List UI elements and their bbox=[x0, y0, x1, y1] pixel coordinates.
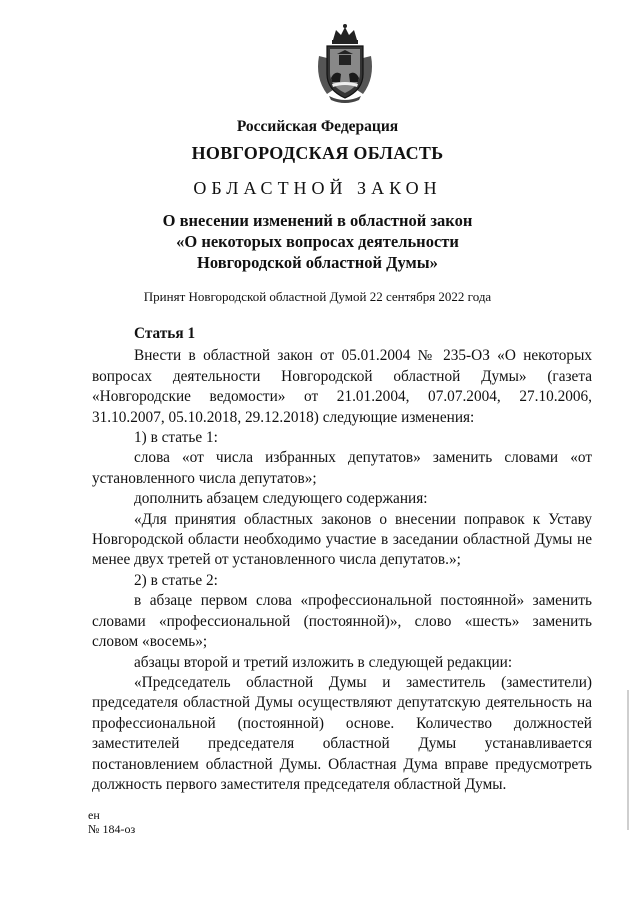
law-title-line: Новгородской областной Думы» bbox=[197, 253, 438, 272]
article-heading: Статья 1 bbox=[134, 325, 196, 342]
country-name: Российская Федерация bbox=[236, 118, 399, 135]
law-title bbox=[0, 210, 635, 273]
article-paragraph: слова «от числа избранных депутатов» заменить словами «от установленного числа депутатов»; bbox=[92, 449, 592, 487]
executor-initials: ен bbox=[88, 808, 100, 822]
adoption-note: Принят Новгородской областной Думой 22 сентября 2022 года bbox=[143, 289, 492, 304]
article-body bbox=[92, 324, 592, 795]
law-type: ОБЛАСТНОЙ ЗАКОН bbox=[193, 178, 442, 198]
law-title-line: «О некоторых вопросах деятельности bbox=[176, 232, 459, 251]
article-paragraph: в абзаце первом слова «профессиональной постоянной» заменить словами «профессиональной (постоянной)», слово «шесть» заменить словом «восемь»; bbox=[92, 592, 592, 651]
article-paragraph: 2) в статье 2: bbox=[134, 571, 218, 589]
article-paragraph: «Председатель областной Думы и заместитель (заместители) председателя областной Думы осуществляют депутатскую деятельность на профессиональной (постоянной) основе. Количество должностей заместителей председателя областной Думы устанавливается постановлением областной Думы. Областная Дума вправе предусмотреть должность первого заместителя председателя областной Думы. bbox=[92, 673, 592, 793]
region-name: НОВГОРОДСКАЯ ОБЛАСТЬ bbox=[191, 143, 444, 163]
law-number: № 184-оз bbox=[88, 822, 136, 836]
coat-of-arms-emblem bbox=[313, 22, 377, 104]
scan-edge-mark bbox=[627, 690, 629, 830]
article-paragraph: Внести в областной закон от 05.01.2004 № 235-ОЗ «О некоторых вопросах деятельности Новгородской областной Думы» (газета «Новгородские ведомости» от 21.01.2004, 07.07.2004, 27.10.2006, 31.10.2007, 05.10.2018, 29.12.2018) следующие изменения: bbox=[92, 347, 592, 426]
article-paragraph: дополнить абзацем следующего содержания: bbox=[134, 490, 428, 508]
article-paragraph: абзацы второй и третий изложить в следующей редакции: bbox=[134, 653, 513, 671]
article-paragraph: 1) в статье 1: bbox=[134, 429, 218, 447]
law-title-line: О внесении изменений в областной закон bbox=[162, 211, 473, 230]
article-paragraph: «Для принятия областных законов о внесении поправок к Уставу Новгородской области необходимо участие в заседании областной Думы не менее двух третей от установленного числа депутатов.»; bbox=[92, 510, 592, 569]
document-footer bbox=[88, 808, 135, 836]
